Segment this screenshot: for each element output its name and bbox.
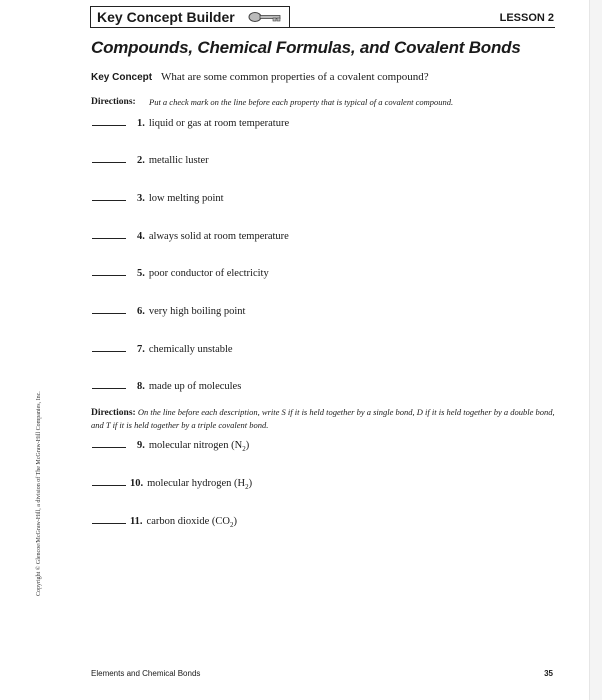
directions-2-text: On the line before each description, write S if it is held together by a single bond, D if it is held together by a double bond, and T if it is held together by a triple covalent bond. [91, 407, 555, 430]
footer-chapter: Elements and Chemical Bonds [91, 669, 201, 678]
answer-blank[interactable] [92, 162, 126, 163]
list-item: 9. molecular nitrogen $(N_2)$ [92, 440, 249, 454]
answer-blank[interactable] [92, 125, 126, 126]
answer-blank[interactable] [92, 523, 126, 524]
list-item: 8. made up of molecules [92, 381, 241, 395]
key-concept-label: Key Concept [91, 72, 153, 83]
lesson-label: LESSON 2 [499, 12, 554, 24]
page-number: 35 [544, 669, 553, 678]
list-item: 11. carbon dioxide $(CO_2)$ [92, 516, 237, 530]
answer-blank[interactable] [92, 313, 126, 314]
directions-2 [91, 406, 556, 431]
answer-blank[interactable] [92, 275, 126, 276]
answer-blank[interactable] [92, 238, 126, 239]
list-item: 7. chemically unstable [92, 344, 233, 358]
list-item: 6. very high boiling point [92, 306, 245, 320]
list-item: 10. molecular hydrogen $(H_2)$ [92, 478, 252, 492]
list-item: 5. poor conductor of electricity [92, 268, 269, 282]
answer-blank[interactable] [92, 200, 126, 201]
key-concept-question: What are some common properties of a covalent compound? [161, 71, 429, 83]
header-title: Key Concept Builder [97, 9, 235, 25]
answer-blank[interactable] [92, 388, 126, 389]
answer-blank[interactable] [92, 351, 126, 352]
directions-1-text: Put a check mark on the line before each property that is typical of a covalent compound. [149, 97, 454, 107]
key-icon [248, 11, 284, 23]
copyright-sidebar: Copyright © Glencoe/McGraw-Hill, a division of The McGraw-Hill Companies, Inc. [36, 391, 42, 596]
header-rule [290, 27, 555, 28]
directions-1-label: Directions: [91, 97, 136, 107]
list-item: 1. liquid or gas at room temperature [92, 118, 289, 132]
directions-2-label: Directions: [91, 408, 136, 418]
list-item: 4. always solid at room temperature [92, 231, 289, 245]
page-title: Compounds, Chemical Formulas, and Covalent Bonds [91, 38, 521, 57]
answer-blank[interactable] [92, 485, 126, 486]
list-item: 2. metallic luster [92, 155, 209, 169]
page-edge [589, 0, 602, 700]
answer-blank[interactable] [92, 447, 126, 448]
list-item: 3. low melting point [92, 193, 224, 207]
